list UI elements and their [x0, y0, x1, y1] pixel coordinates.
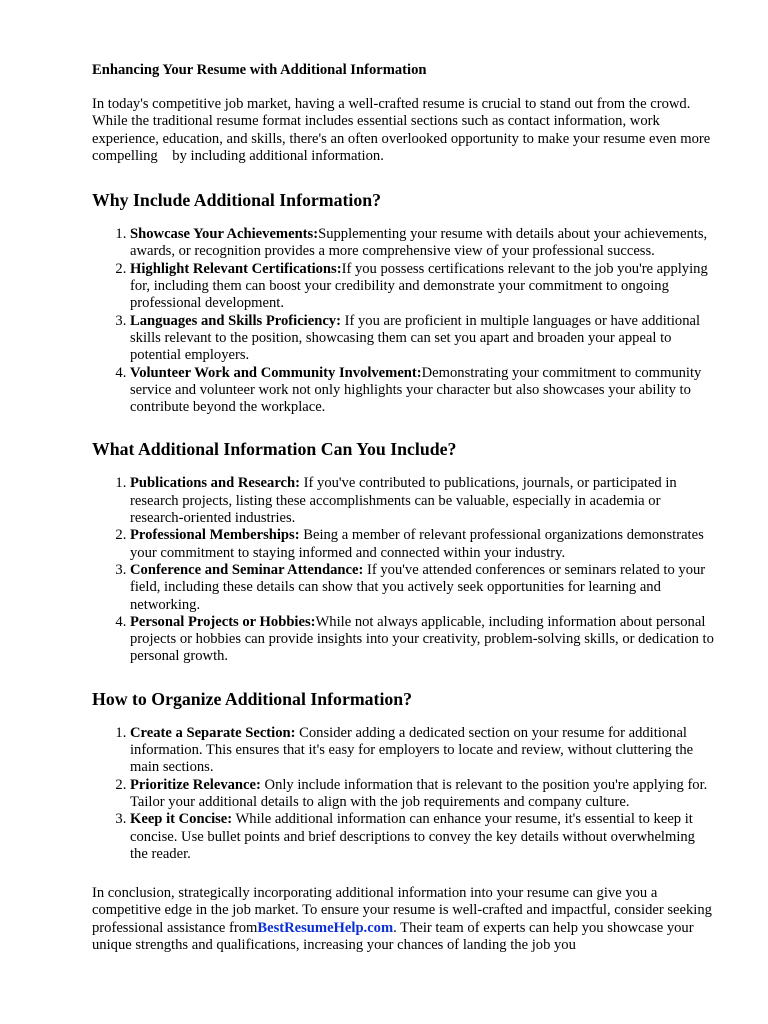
list-item	[130, 527, 716, 562]
item-title: Publications and Research:	[130, 475, 301, 492]
item-text: While additional information can enhance your resume, it's essential to keep it concise. Use bullet points and brief descriptions to convey the key details without overwhelming the reader.	[130, 811, 695, 862]
item-text: If you are proficient in multiple languages or have additional skills relevant to the position, showcasing them can set you apart and broaden your appeal to potential employers.	[130, 312, 701, 364]
item-text: Being a member of relevant professional organizations demonstrates your commitment to staying informed and connected within your industry.	[130, 527, 704, 561]
list-item	[130, 614, 716, 666]
intro-paragraph	[92, 96, 716, 165]
item-text: If you've attended conferences or seminars related to your field, including these details can show that you actively seek opportunities for learning and networking.	[130, 561, 706, 613]
intro-text-before: In today's competitive job market, having a well-crafted resume is crucial to stand out from the crowd. While the traditional resume format includes essential sections such as contact information, work experience, education, and skills, there's an often overlooked opportunity to make your resume even more compelling	[92, 96, 711, 164]
item-title: Create a Separate Section:	[130, 724, 296, 741]
item-text: Supplementing your resume with details about your achievements, awards, or recognition provides a more comprehensive view of your professional success.	[130, 226, 708, 260]
intro-text-after: by including additional information.	[168, 147, 384, 164]
list-item	[130, 313, 716, 365]
item-title: Showcase Your Achievements:	[130, 226, 319, 243]
conclusion-text-after: . Their team of experts can help you showcase your unique strengths and qualifications, increasing your chances of landing the job you	[92, 919, 694, 953]
list-item	[130, 226, 716, 261]
conclusion-paragraph	[92, 885, 716, 954]
list-item	[130, 811, 716, 863]
why-list	[92, 226, 716, 416]
item-title: Professional Memberships:	[130, 527, 300, 544]
list-item	[130, 562, 716, 614]
item-title: Personal Projects or Hobbies:	[130, 613, 316, 630]
what-list	[92, 475, 716, 665]
item-title: Keep it Concise:	[130, 811, 233, 828]
item-title: Languages and Skills Proficiency:	[130, 312, 341, 329]
item-title: Prioritize Relevance:	[130, 776, 261, 793]
list-item	[130, 777, 716, 812]
item-text: If you possess certifications relevant to the job you're applying for, including them can boost your credibility and demonstrate your commitment to ongoing professional development.	[130, 260, 708, 312]
how-list	[92, 725, 716, 863]
item-text: Consider adding a dedicated section on your resume for additional information. This ensures that it's easy for employers to locate and review, without cluttering the main sections.	[130, 724, 694, 776]
item-title: Volunteer Work and Community Involvement:	[130, 364, 422, 381]
list-item	[130, 475, 716, 527]
item-text: Demonstrating your commitment to community service and volunteer work not only highlights your character but also showcases your ability to contribute beyond the workplace.	[130, 364, 702, 416]
list-item	[130, 261, 716, 313]
item-title: Conference and Seminar Attendance:	[130, 561, 364, 578]
bestresumehelp-link[interactable]: BestResumeHelp.com	[257, 919, 394, 936]
section-heading-what: What Additional Information Can You Include?	[92, 439, 457, 460]
item-text: Only include information that is relevant to the position you're applying for. Tailor your additional details to align with the job requirements and company culture.	[130, 776, 708, 810]
conclusion-text-before: In conclusion, strategically incorporating additional information into your resume can give you a competitive edge in the job market. To ensure your resume is well-crafted and impactful, consider seeking professional assistance from	[92, 885, 712, 936]
section-heading-why: Why Include Additional Information?	[92, 190, 382, 211]
item-text: While not always applicable, including information about personal projects or hobbies can provide insights into your creativity, problem-solving skills, or dedication to personal growth.	[130, 613, 714, 665]
item-title: Highlight Relevant Certifications:	[130, 260, 342, 277]
list-item	[130, 365, 716, 417]
list-item	[130, 725, 716, 777]
section-heading-how: How to Organize Additional Information?	[92, 688, 413, 709]
document-title: Enhancing Your Resume with Additional Information	[92, 62, 427, 78]
item-text: If you've contributed to publications, journals, or participated in research projects, listing these accomplishments can be valuable, especially in academia or research-oriented industries.	[130, 475, 677, 527]
